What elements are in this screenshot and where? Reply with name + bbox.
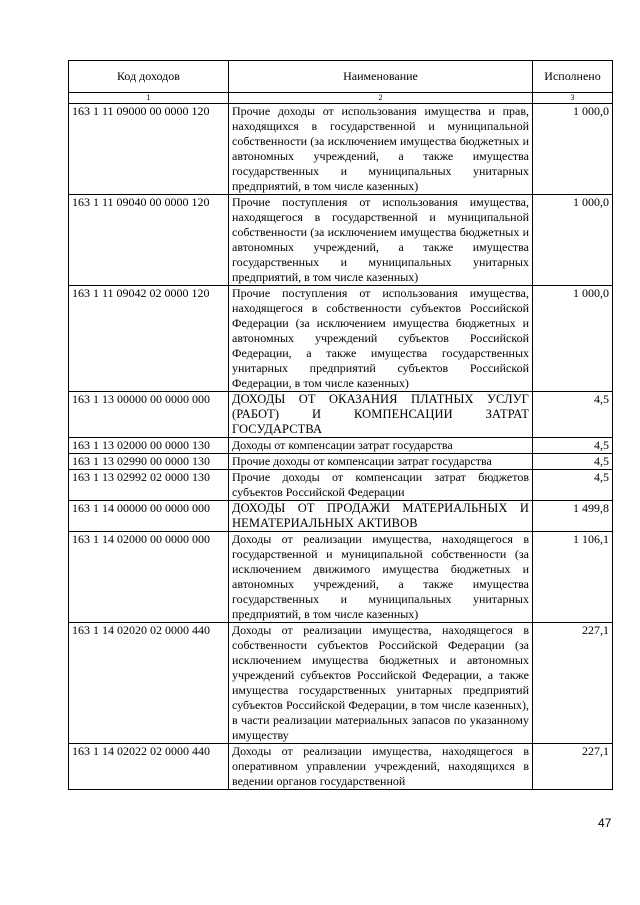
table-row	[69, 501, 613, 532]
revenue-code: 163 1 14 02000 00 0000 000	[69, 532, 229, 623]
revenue-code: 163 1 13 02992 02 0000 130	[69, 470, 229, 501]
revenue-executed-value: 4,5	[533, 392, 613, 438]
revenue-executed-value: 4,5	[533, 454, 613, 470]
revenue-code: 163 1 11 09040 00 0000 120	[69, 195, 229, 286]
table-header-row	[69, 61, 613, 93]
revenue-name: Доходы от реализации имущества, находящегося в собственности субъектов Российской Федерации (за исключением имущества бюджетных и автономных учреждений субъектов Российской Федерации, а также имущества государственных унитарных предприятий субъектов Российской Федерации, в том числе казенных), в части реализации материальных запасов по указанному имуществу	[229, 623, 533, 744]
revenue-executed-value: 4,5	[533, 470, 613, 501]
table-row	[69, 195, 613, 286]
revenue-executed-value: 1 000,0	[533, 104, 613, 195]
table-row	[69, 454, 613, 470]
table-row	[69, 286, 613, 392]
table-row	[69, 392, 613, 438]
column-number: 3	[533, 93, 613, 104]
revenue-executed-value: 227,1	[533, 623, 613, 744]
header-name: Наименование	[229, 61, 533, 93]
revenue-code: 163 1 14 02022 02 0000 440	[69, 744, 229, 790]
header-code: Код доходов	[69, 61, 229, 93]
page-number: 47	[598, 816, 612, 830]
revenue-name: Прочие доходы от компенсации затрат государства	[229, 454, 533, 470]
revenue-name: Прочие поступления от использования имущества, находящегося в государственной и муниципальной собственности (за исключением имущества бюджетных и автономных учреждений, а также имущества государственных и муниципальных унитарных предприятий, в том числе казенных)	[229, 195, 533, 286]
revenue-code: 163 1 11 09000 00 0000 120	[69, 104, 229, 195]
revenue-code: 163 1 14 02020 02 0000 440	[69, 623, 229, 744]
revenue-name: ДОХОДЫ ОТ ОКАЗАНИЯ ПЛАТНЫХ УСЛУГ (РАБОТ) И КОМПЕНСАЦИИ ЗАТРАТ ГОСУДАРСТВА	[229, 392, 533, 438]
revenue-code: 163 1 13 02000 00 0000 130	[69, 438, 229, 454]
revenue-name: Доходы от реализации имущества, находящегося в оперативном управлении учреждений, находящихся в ведении органов государственной	[229, 744, 533, 790]
column-number: 1	[69, 93, 229, 104]
table-row	[69, 532, 613, 623]
column-number: 2	[229, 93, 533, 104]
table-row	[69, 623, 613, 744]
revenue-executed-value: 1 000,0	[533, 195, 613, 286]
revenue-code: 163 1 13 00000 00 0000 000	[69, 392, 229, 438]
revenue-name: Доходы от реализации имущества, находящегося в государственной и муниципальной собственности (за исключением движимого имущества бюджетных и автономных учреждений, а также имущества государственных и муниципальных унитарных предприятий, в том числе казенных)	[229, 532, 533, 623]
revenue-code: 163 1 14 00000 00 0000 000	[69, 501, 229, 532]
revenue-executed-value: 1 499,8	[533, 501, 613, 532]
revenue-executed-value: 1 106,1	[533, 532, 613, 623]
revenue-table	[68, 60, 613, 790]
revenue-code: 163 1 11 09042 02 0000 120	[69, 286, 229, 392]
table-row	[69, 104, 613, 195]
column-number-row	[69, 93, 613, 104]
revenue-executed-value: 227,1	[533, 744, 613, 790]
revenue-executed-value: 4,5	[533, 438, 613, 454]
revenue-name: ДОХОДЫ ОТ ПРОДАЖИ МАТЕРИАЛЬНЫХ И НЕМАТЕРИАЛЬНЫХ АКТИВОВ	[229, 501, 533, 532]
header-value: Исполнено	[533, 61, 613, 93]
revenue-executed-value: 1 000,0	[533, 286, 613, 392]
revenue-name: Прочие поступления от использования имущества, находящегося в собственности субъектов Российской Федерации (за исключением имущества бюджетных и автономных учреждений субъектов Российской Федерации, а также имущества государственных унитарных предприятий субъектов Российской Федерации, в том числе казенных)	[229, 286, 533, 392]
revenue-code: 163 1 13 02990 00 0000 130	[69, 454, 229, 470]
table-row	[69, 438, 613, 454]
revenue-name: Доходы от компенсации затрат государства	[229, 438, 533, 454]
revenue-name: Прочие доходы от компенсации затрат бюджетов субъектов Российской Федерации	[229, 470, 533, 501]
table-row	[69, 470, 613, 501]
revenue-name: Прочие доходы от использования имущества и прав, находящихся в государственной и муниципальной собственности (за исключением имущества бюджетных и автономных учреждений, а также имущества государственных и муниципальных унитарных предприятий, в том числе казенных)	[229, 104, 533, 195]
table-row	[69, 744, 613, 790]
